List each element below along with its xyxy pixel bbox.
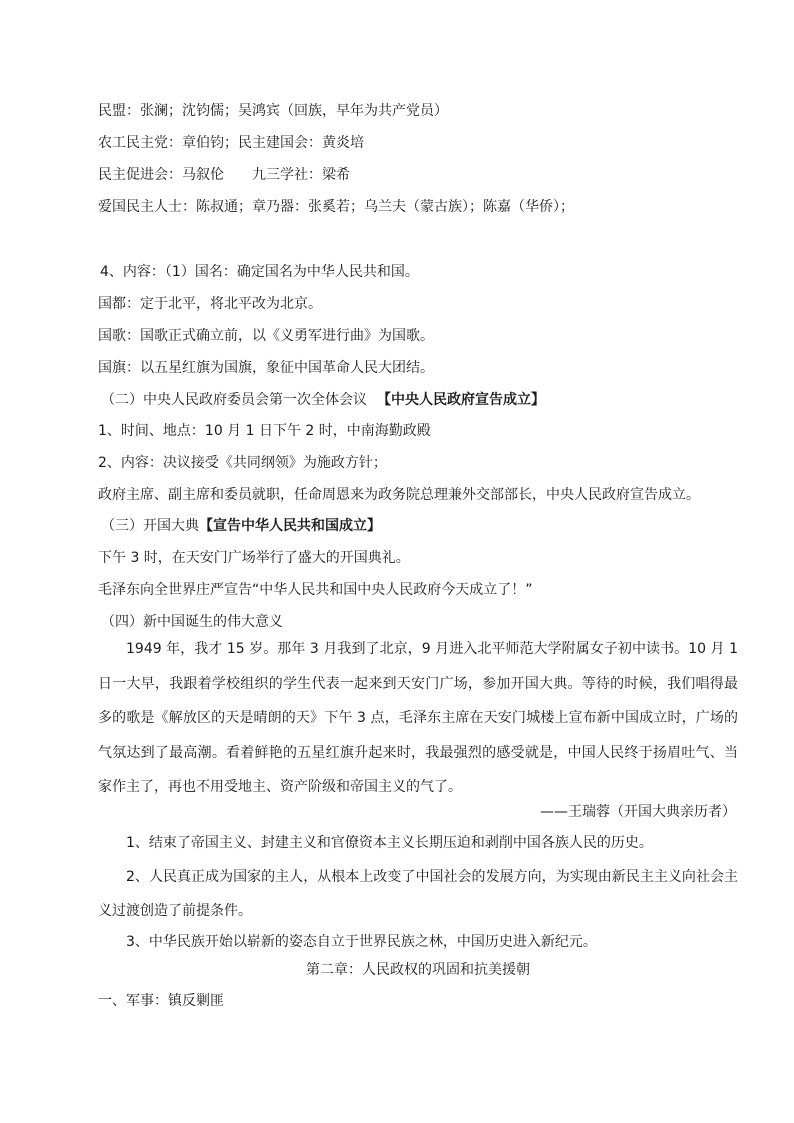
party-nonggong: 农工民主党：章伯钧；民主建国会：黄炎培 xyxy=(98,135,364,151)
chapter2-title: 第二章：人民政权的巩固和抗美援朝 xyxy=(306,962,530,978)
content-capital: 国都：定于北平，将北平改为北京。 xyxy=(98,296,322,312)
section4-quote: 1949 年，我才 15 岁。那年 3 月我到了北京，9 月进入北平师范大学附属女子初中读书。10 月 1 日一大早，我跟着学校组织的学生代表一起来到天安门广场，参加开国大典。等待的时候，我们唱得最多的歌是《解放区的天是晴朗的天》下午 3 点，毛泽东主席在天安门城楼上宣布新中国成立时，广场的气氛达到了最高潮。看着鲜艳的五星红旗升起来时，我最强烈的感受就是，中国人民终于扬眉吐气、当家作主了，再也不用受地主、资产阶级和帝国主义的气了。 xyxy=(98,641,738,795)
section4-title: （四）新中国诞生的伟大意义 xyxy=(101,614,283,630)
section4-attribution: ——王瑞蓉（开国大典亲历者） xyxy=(540,804,736,820)
section4-point1: 1、结束了帝国主义、封建主义和官僚资本主义长期压迫和剥削中国各族人民的历史。 xyxy=(126,835,653,851)
section3-line2: 毛泽东向全世界庄严宣告“中华人民共和国中央人民政府今天成立了！” xyxy=(98,582,533,598)
section2-content: 2、内容：决议接受《共同纲领》为施政方针； xyxy=(98,455,387,471)
section4-point3: 3、中华民族开始以崭新的姿态自立于世界民族之林，中国历史进入新纪元。 xyxy=(126,934,597,950)
section3-tag: 【宣告中华人民共和国成立】 xyxy=(199,518,381,534)
section4-point2: 2、人民真正成为国家的主人，从根本上改变了中国社会的发展方向，为实现由新民主主义向社会主义过渡创造了前提条件。 xyxy=(98,869,738,919)
section2-heading xyxy=(101,390,741,410)
party-minjin: 民主促进会：马叙伦 九三学社：梁希 xyxy=(98,167,350,183)
section2-tag: 【中央人民政府宣告成立】 xyxy=(377,392,545,408)
section3-line1: 下午 3 时，在天安门广场举行了盛大的开国典礼。 xyxy=(98,550,410,566)
content-flag: 国旗：以五星红旗为国旗，象征中国革命人民大团结。 xyxy=(98,360,434,376)
section3-title: （三）开国大典 xyxy=(101,518,199,534)
section2-detail: 政府主席、副主席和委员就职，任命周恩来为政务院总理兼外交部部长，中央人民政府宣告成立。 xyxy=(98,487,700,503)
party-aiguo: 爱国民主人士：陈叔通；章乃器：张奚若；乌兰夫（蒙古族）；陈嘉（华侨）； xyxy=(98,199,574,215)
content-anthem: 国歌：国歌正式确立前，以《义勇军进行曲》为国歌。 xyxy=(98,328,434,344)
content-heading: 4、内容：（1）国名：确定国名为中华人民共和国。 xyxy=(100,264,419,280)
section2-title: （二）中央人民政府委员会第一次全体会议 xyxy=(101,392,367,408)
section2-time: 1、时间、地点：10 月 1 日下午 2 时，中南海勤政殿 xyxy=(98,423,431,439)
chapter2-sub: 一、军事：镇反剿匪 xyxy=(98,993,224,1009)
section3-heading xyxy=(101,516,741,536)
party-minmeng: 民盟：张澜；沈钧儒；吴鸿宾（回族，早年为共产党员） xyxy=(98,103,448,119)
